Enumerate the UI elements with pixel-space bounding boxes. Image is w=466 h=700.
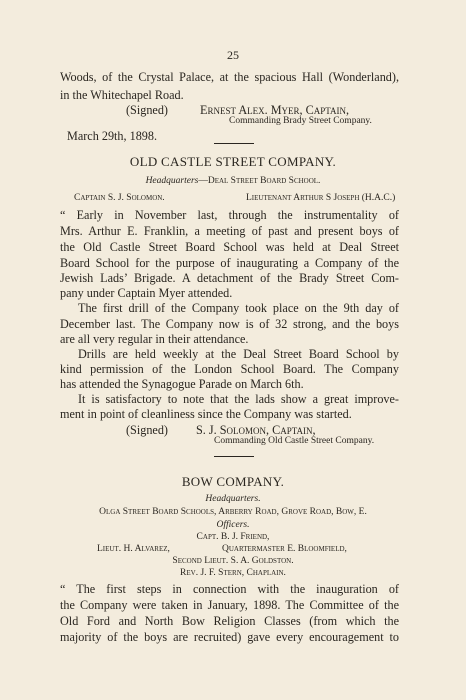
- signed-label: (Signed): [126, 103, 168, 117]
- body-line: Mrs. Arthur E. Franklin, a meeting of past and present boys of: [60, 224, 399, 238]
- body-line: are all very regular in their attendance.: [60, 332, 249, 346]
- second-lieutenant-name: Second Lieut. S. A. Goldston.: [172, 556, 294, 566]
- body-line: “ The first steps in connection with the inauguration of: [60, 582, 399, 596]
- officers-label: Officers.: [216, 520, 250, 530]
- headquarters-line: [0, 177, 466, 187]
- body-line: in the Whitechapel Road.: [60, 88, 184, 102]
- section-heading: BOW COMPANY.: [181, 474, 285, 489]
- body-line: Old Ford and North Bow Religion Classes (from which the: [60, 614, 399, 628]
- headquarters-label: Headquarters.: [205, 494, 261, 504]
- lieutenant-name: Lieut. H. Alvarez,: [97, 544, 170, 554]
- body-line: has attended the Synagogue Parade on March 6th.: [60, 377, 304, 391]
- headquarters-label: Headquarters: [145, 176, 199, 186]
- body-line: Jewish Lads’ Brigade. A detachment of the Brady Street Com-: [60, 271, 399, 285]
- body-line: Drills are held weekly at the Deal Street Board School by: [78, 347, 399, 361]
- chaplain-name: Rev. J. F. Stern, Chaplain.: [180, 568, 286, 578]
- body-line: ment in point of cleanliness since the Company was started.: [60, 407, 352, 421]
- signed-label: (Signed): [126, 423, 168, 437]
- signer-name: Ernest Alex. Myer, Captain,: [200, 103, 350, 117]
- body-line: It is satisfactory to note that the lads show a great improve-: [78, 392, 399, 406]
- body-line: “ Early in November last, through the instrumentality of: [60, 208, 399, 222]
- body-line: kind permission of the London School Board. The Company: [60, 362, 399, 376]
- quartermaster-name: Quartermaster E. Bloomfield,: [222, 544, 347, 554]
- headquarters-value: Olga Street Board Schools, Arberry Road, Grove Road, Bow, E.: [99, 507, 367, 517]
- signer-role: Commanding Old Castle Street Company.: [214, 436, 375, 446]
- signer-role: Commanding Brady Street Company.: [229, 116, 372, 126]
- page-number: 25: [227, 48, 239, 62]
- body-line: the Company were taken in January, 1898. The Committee of the: [60, 598, 399, 612]
- body-line: the Old Castle Street Board School was held at Deal Street: [60, 240, 399, 254]
- section-rule: [214, 143, 254, 144]
- body-line: December last. The Company now is of 32 strong, and the boys: [60, 317, 399, 331]
- body-line: The first drill of the Company took place on the 9th day of: [78, 301, 399, 315]
- body-line: majority of the boys are recruited) gave every encouragement to: [60, 630, 399, 644]
- signer-name: S. J. Solomon, Captain,: [196, 423, 316, 437]
- body-line: Board School for the purpose of inaugurating a Company of the: [60, 256, 399, 270]
- captain-name: Captain S. J. Solomon.: [74, 193, 165, 203]
- captain-name: Capt. B. J. Friend,: [196, 532, 270, 542]
- body-line: Woods, of the Crystal Palace, at the spacious Hall (Wonderland),: [60, 70, 399, 84]
- body-line: pany under Captain Myer attended.: [60, 286, 233, 300]
- headquarters-value: —Deal Street Board School.: [198, 176, 321, 186]
- section-heading: OLD CASTLE STREET COMPANY.: [129, 154, 337, 169]
- section-rule: [214, 456, 254, 457]
- lieutenant-name: Lieutenant Arthur S Joseph (H.A.C.): [246, 193, 396, 203]
- date-line: March 29th, 1898.: [67, 129, 158, 143]
